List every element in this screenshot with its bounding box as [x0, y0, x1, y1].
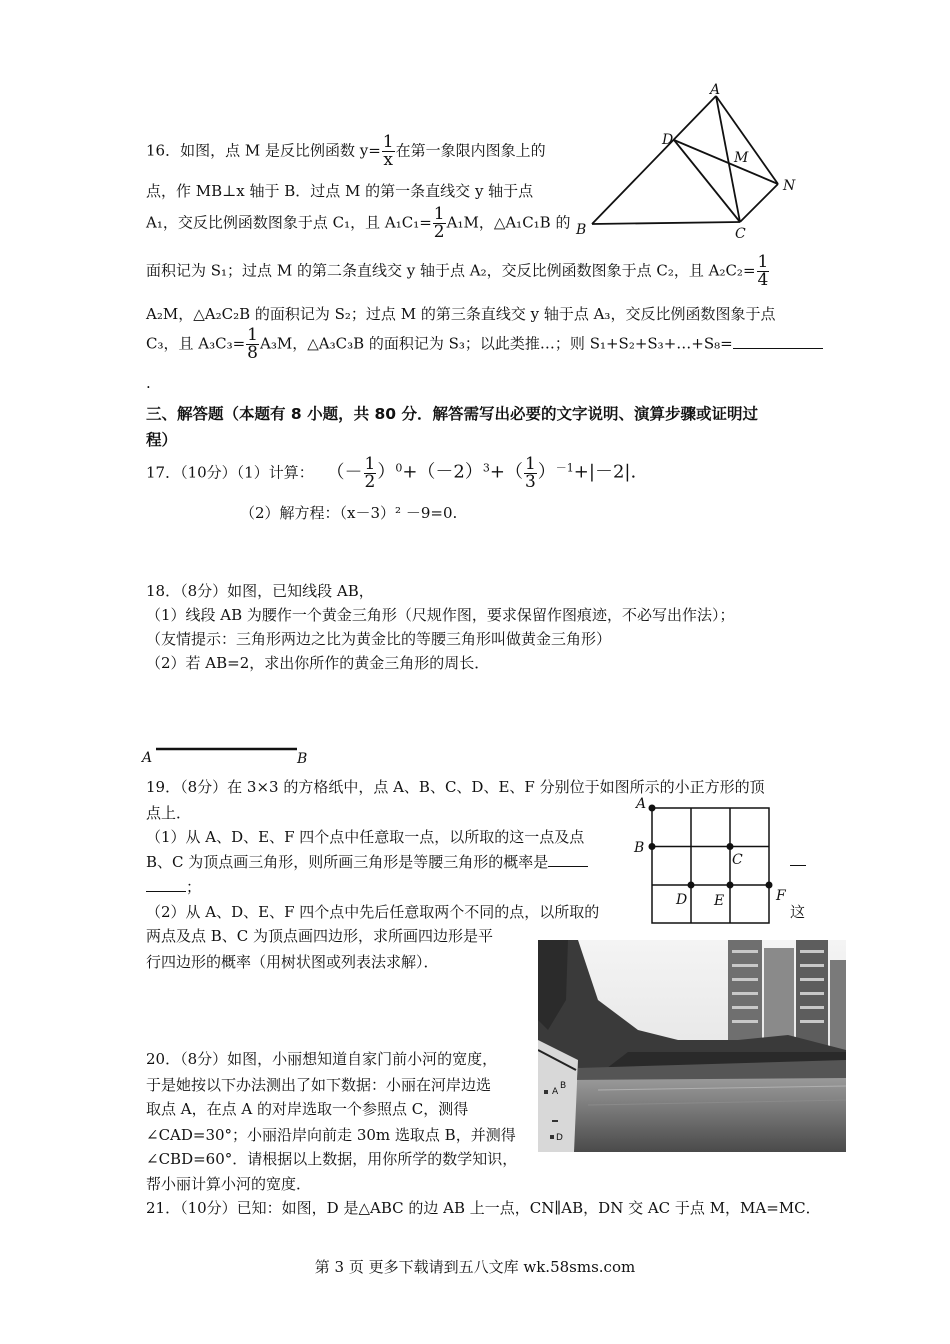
fraction	[524, 456, 537, 491]
fraction	[382, 134, 395, 169]
denominator: 3	[524, 472, 536, 492]
math-part: +（－2）	[402, 461, 483, 483]
figure-16	[570, 82, 800, 242]
answer-blank	[733, 334, 823, 349]
math-part: +|－2|.	[573, 461, 637, 483]
photo-label-B: B	[560, 1081, 567, 1091]
q16-line-4	[146, 254, 770, 289]
q16-text: A₁，交反比例函数图象于点 C₁，且 A₁C₁=	[146, 213, 432, 232]
fraction	[433, 206, 446, 241]
segment-AB	[140, 738, 320, 768]
fraction	[246, 327, 259, 362]
q18-line-4: （2）若 AB=2，求出你所作的黄金三角形的周长．	[146, 654, 490, 672]
q17-line-1	[146, 456, 636, 491]
point-F	[766, 882, 773, 889]
denominator: 8	[247, 343, 258, 363]
q19-line-4	[146, 851, 588, 872]
q20-line-5: ∠CBD=60°．请根据以上数据，用你所学的数学知识，	[146, 1150, 518, 1168]
q19-line-1: 19．（8分）在 3×3 的方格纸中，点 A、B、C、D、E、F 分别位于如图所示的小正方形的顶	[146, 778, 765, 796]
q19-line-6: （2）从 A、D、E、F 四个点中先后任意取两个不同的点，以所取的	[146, 903, 600, 921]
q16-text: 在第一象限内图象上的	[395, 141, 546, 160]
fraction	[757, 254, 770, 289]
q16-line-2: 点，作 MB⊥x 轴于 B．过点 M 的第一条直线交 y 轴于点	[146, 182, 534, 200]
q16-line-3	[146, 206, 570, 241]
q16-line-1	[146, 134, 546, 169]
denominator: 2	[364, 472, 376, 492]
exponent: 3	[482, 461, 490, 475]
exponent: －1	[555, 461, 574, 475]
q16-text: 面积记为 S₁；过点 M 的第二条直线交 y 轴于点 A₂，交反比例函数图象于点 C₂，且 A₂C₂=	[146, 261, 756, 280]
q16-line-5: A₂M，△A₂C₂B 的面积记为 S₂；过点 M 的第三条直线交 y 轴于点 A₃，交反比例函数图象于点	[146, 305, 776, 323]
q16-line-6	[146, 327, 823, 362]
q19-line-3: （1）从 A、D、E、F 四个点中任意取一点，以所取的这一点及点	[146, 828, 585, 846]
q20-line-1: 20．（8分）如图，小丽想知道自家门前小河的宽度，	[146, 1050, 498, 1068]
denominator: x	[383, 150, 393, 170]
numerator: 1	[382, 132, 394, 152]
q16-text: A₁M，△A₁C₁B 的	[446, 213, 571, 232]
label-A: A	[142, 750, 153, 766]
page-footer: 第 3 页 更多下载请到五八文库 wk.58sms.com	[314, 1258, 636, 1276]
q19-line-5	[146, 876, 201, 897]
label-C: C	[735, 226, 746, 242]
denominator: 4	[757, 270, 769, 290]
denominator: 2	[433, 222, 445, 242]
numerator: 1	[433, 204, 445, 224]
q16-text: C₃，且 A₃C₃=	[146, 334, 246, 353]
q19-text: ；	[186, 878, 202, 896]
answer-blank	[146, 877, 186, 892]
q20-line-4: ∠CAD=30°；小丽沿岸向前走 30m 选取点 B，并测得	[146, 1126, 516, 1144]
numerator: 1	[524, 454, 536, 474]
label-B: B	[634, 840, 645, 856]
math-part: （－	[326, 461, 363, 483]
q18-line-3: （友情提示：三角形两边之比为黄金比的等腰三角形叫做黄金三角形）	[146, 630, 612, 648]
label-M: M	[734, 150, 749, 166]
q16-line-7: .	[146, 374, 151, 392]
label-E: E	[714, 893, 725, 909]
point-B	[649, 843, 656, 850]
label-F: F	[776, 888, 786, 904]
label-A: A	[710, 82, 721, 98]
math-part: ）	[377, 461, 396, 483]
photo-label-A: A	[552, 1087, 559, 1097]
q17-line-2: （2）解方程：（x－3）² －9=0.	[240, 504, 458, 522]
q16-text: 16．如图，点 M 是反比例函数 y=	[146, 141, 381, 160]
photo-label-D: D	[556, 1133, 563, 1143]
q16-text: A₃M，△A₃C₃B 的面积记为 S₃；以此类推…；则 S₁+S₂+S₃+…+S₈=	[260, 334, 733, 353]
river-photo-image	[538, 940, 846, 1152]
numerator: 1	[757, 252, 769, 272]
point-A	[649, 805, 656, 812]
label-D: D	[676, 892, 688, 908]
q18-line-1: 18．（8分）如图，已知线段 AB，	[146, 582, 374, 600]
math-part: +（	[489, 461, 523, 483]
q19-line-8: 行四边形的概率（用树状图或列表法求解）．	[146, 953, 439, 971]
answer-blank	[548, 852, 588, 867]
label-B: B	[297, 751, 308, 767]
numerator: 1	[247, 325, 258, 345]
label-A: A	[636, 796, 647, 812]
label-N: N	[783, 178, 796, 194]
q19-line-7: 两点及点 B、C 为顶点画四边形，求所画四边形是平	[146, 927, 494, 945]
math-part: ）	[537, 461, 556, 483]
q20-line-3: 取点 A，在点 A 的对岸选取一个参照点 C，测得	[146, 1100, 469, 1118]
point-C	[727, 843, 734, 850]
q18-line-2: （1）线段 AB 为腰作一个黄金三角形（尺规作图，要求保留作图痕迹，不必写出作法）；	[146, 606, 735, 624]
q21-line-1: 21．（10分）已知：如图，D 是△ABC 的边 AB 上一点，CN∥AB，DN 交 AC 于点 M，MA=MC．	[146, 1199, 821, 1217]
q19-line-2: 点上．	[146, 804, 192, 822]
q20-line-6: 帮小丽计算小河的宽度．	[146, 1175, 312, 1193]
fraction	[364, 456, 377, 491]
q19-text: B、C 为顶点画三角形，则所画三角形是等腰三角形的概率是	[146, 853, 549, 871]
q20-line-2: 于是她按以下办法测出了如下数据：小丽在河岸边选	[146, 1076, 492, 1094]
section-3-heading-cont: 程）	[146, 431, 178, 449]
numerator: 1	[364, 454, 376, 474]
label-B: B	[576, 222, 587, 238]
figure-19-grid	[628, 794, 798, 932]
river-photo	[538, 940, 846, 1152]
point-D	[688, 882, 695, 889]
point-E	[727, 882, 734, 889]
q17-text: 17．（10分）（1）计算：	[146, 463, 314, 482]
section-3-heading: 三、解答题（本题有 8 小题，共 80 分．解答需写出必要的文字说明、演算步骤或证明过	[146, 405, 758, 423]
label-C: C	[732, 852, 743, 868]
exponent: 0	[395, 461, 403, 475]
q19-line-6-right: 这	[790, 903, 806, 921]
label-D: D	[662, 132, 674, 148]
